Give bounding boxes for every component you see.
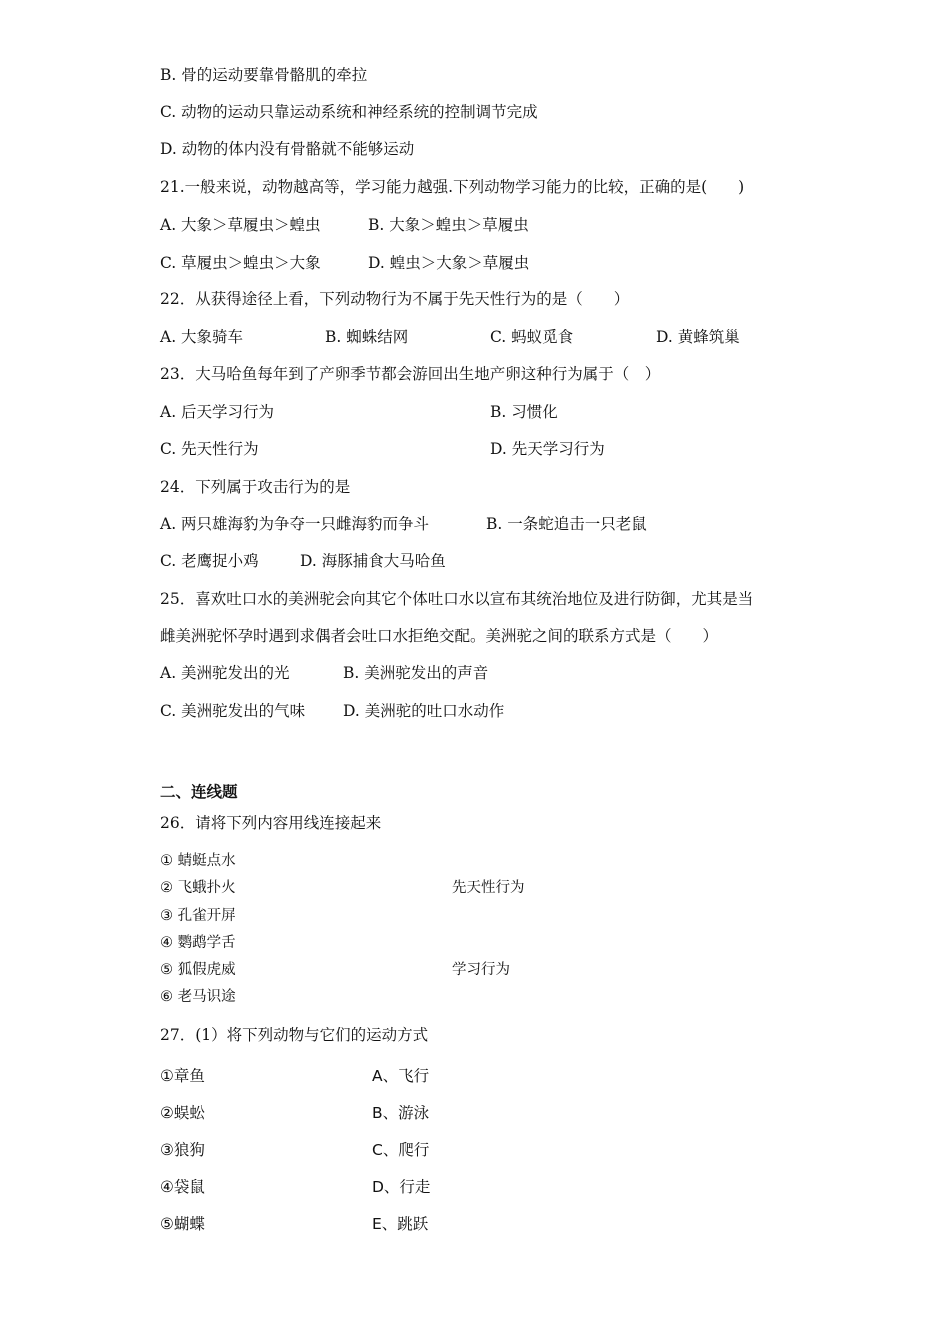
- q24-option-b: B. 一条蛇追击一只老鼠: [486, 515, 647, 533]
- q23-option-c: C. 先天性行为: [160, 440, 259, 458]
- q22-option-d: D. 黄蜂筑巢: [656, 328, 740, 346]
- q21-option-d: D. 蝗虫＞大象＞草履虫: [368, 254, 530, 272]
- q25-option-c: C. 美洲驼发出的气味: [160, 702, 306, 720]
- q23-option-b: B. 习惯化: [490, 403, 558, 421]
- q22-option-a: A. 大象骑车: [160, 328, 244, 346]
- q27-left-item: ①章鱼: [160, 1067, 205, 1085]
- q24-option-d: D. 海豚捕食大马哈鱼: [300, 552, 446, 570]
- q22-option-c: C. 蚂蚁觅食: [490, 328, 574, 346]
- q25-option-d: D. 美洲驼的吐口水动作: [343, 702, 505, 720]
- option-d: D. 动物的体内没有骨骼就不能够运动: [160, 140, 415, 158]
- q27-left-item: ⑤蝴蝶: [160, 1215, 205, 1233]
- question-23-stem: 23．大马哈鱼每年到了产卵季节都会游回出生地产卵这种行为属于（ ）: [160, 365, 661, 383]
- q26-left-item: ④ 鹦鹉学舌: [160, 935, 236, 951]
- question-21-stem: 21.一般来说，动物越高等，学习能力越强.下列动物学习能力的比较，正确的是( ): [160, 178, 745, 196]
- q26-left-item: ⑤ 狐假虎威: [160, 962, 236, 978]
- q22-option-b: B. 蜘蛛结网: [325, 328, 409, 346]
- q21-option-c: C. 草履虫＞蝗虫＞大象: [160, 254, 321, 272]
- q27-right-item: B、游泳: [372, 1104, 430, 1122]
- q27-right-item: C、爬行: [372, 1141, 430, 1159]
- q21-option-a: A. 大象＞草履虫＞蝗虫: [160, 216, 321, 234]
- q23-option-a: A. 后天学习行为: [160, 403, 275, 421]
- question-25-stem-line2: 雌美洲驼怀孕时遇到求偶者会吐口水拒绝交配。美洲驼之间的联系方式是（ ）: [160, 627, 719, 645]
- q27-left-item: ④袋鼠: [160, 1178, 205, 1196]
- option-b: B. 骨的运动要靠骨骼肌的牵拉: [160, 66, 368, 84]
- q26-left-item: ① 蜻蜓点水: [160, 853, 236, 869]
- q26-right-item: 先天性行为: [452, 880, 525, 896]
- q24-option-c: C. 老鹰捉小鸡: [160, 552, 259, 570]
- q26-left-item: ② 飞蛾扑火: [160, 880, 236, 896]
- question-26-stem: 26．请将下列内容用线连接起来: [160, 814, 382, 832]
- q25-option-a: A. 美洲驼发出的光: [160, 664, 290, 682]
- question-24-stem: 24．下列属于攻击行为的是: [160, 478, 351, 496]
- q27-right-item: D、行走: [372, 1178, 431, 1196]
- q26-right-item: 学习行为: [452, 962, 510, 978]
- q27-left-item: ②蜈蚣: [160, 1104, 205, 1122]
- q23-option-d: D. 先天学习行为: [490, 440, 605, 458]
- q26-left-item: ⑥ 老马识途: [160, 989, 236, 1005]
- q21-option-b: B. 大象＞蝗虫＞草履虫: [368, 216, 529, 234]
- section-heading: 二、连线题: [160, 783, 238, 801]
- question-27-stem: 27．(1）将下列动物与它们的运动方式: [160, 1026, 429, 1044]
- q24-option-a: A. 两只雄海豹为争夺一只雌海豹而争斗: [160, 515, 430, 533]
- q27-right-item: E、跳跃: [372, 1215, 429, 1233]
- question-22-stem: 22．从获得途径上看，下列动物行为不属于先天性行为的是（ ）: [160, 290, 630, 308]
- q26-left-item: ③ 孔雀开屏: [160, 908, 236, 924]
- q27-right-item: A、飞行: [372, 1067, 430, 1085]
- option-c: C. 动物的运动只靠运动系统和神经系统的控制调节完成: [160, 103, 538, 121]
- q25-option-b: B. 美洲驼发出的声音: [343, 664, 489, 682]
- q27-left-item: ③狼狗: [160, 1141, 205, 1159]
- question-25-stem-line1: 25．喜欢吐口水的美洲驼会向其它个体吐口水以宣布其统治地位及进行防御，尤其是当: [160, 590, 754, 608]
